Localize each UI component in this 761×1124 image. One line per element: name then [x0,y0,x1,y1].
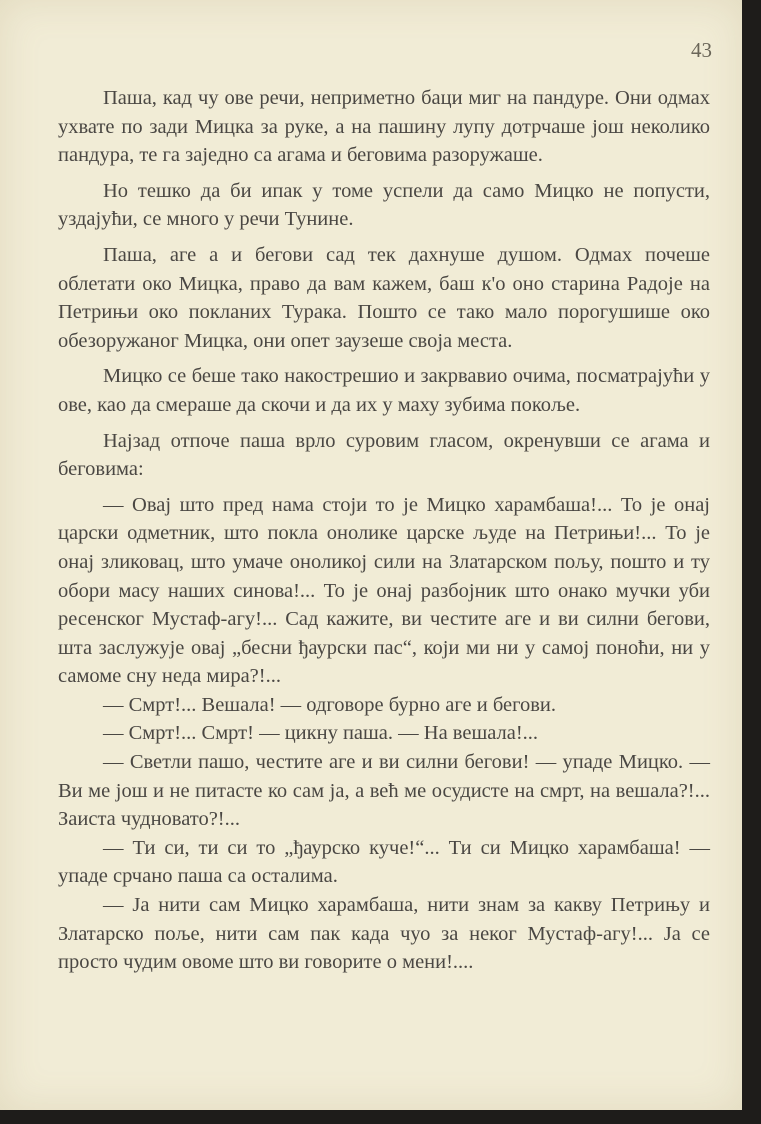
dialogue-line: — Светли пашо, честите аге и ви силни бегови! — упаде Мицко. — Ви ме још и не питасте ко сам ја, а већ ме осудисте на смрт, на вешала?!... Заиста чудновато?!... [58,751,710,831]
paragraph: Најзад отпоче паша врло суровим гласом, окренувши се агама и беговима: [58,429,710,481]
paragraph: Но тешко да би ипак у томе успели да само Мицко не попусти, уздајући, се много у речи Тунине. [58,179,710,231]
dialogue-line: — Смрт!... Вешала! — одговоре бурно аге и бегови. [103,693,557,716]
dialogue-line: — Ја нити сам Мицко харамбаша, нити знам за какву Петрињу и Златарско поље, нити сам пак када чуо за неког Мустаф-агу!... Ја се просто чудим овоме што ви говорите о мени!.... [58,894,710,974]
dialogue-line: — Смрт!... Смрт! — цикну паша. — На вешала!... [103,722,539,745]
paragraph: Паша, кад чу ове речи, неприметно баци миг на пандуре. Они одмах ухвате по зади Мицка за руке, а на пашину лупу дотрчаше још неколико пандура, те га заједно са агама и беговима разоружаше. [58,87,710,167]
dialogue-line: — Ти си, ти си то „ђаурско куче!“... Ти си Мицко харамбаша! — упаде срчано паша са осталима. [58,836,710,888]
page-text [58,84,710,977]
dialogue-line: — Овај што пред нама стоји то је Мицко харамбаша!... То је онај царски одметник, што покла онолике царске људе на Петрињи!... То је онај зликовац, што умаче оноликој сили на Златарском пољу, пошто и ту обори масу наших синова!... То је онај разбојник што онако мучки уби ресенског Мустаф-агу!... Сад кажите, ви честите аге и ви силни бегови, шта заслужује овај „бесни ђаурски пас“, који ми ни у самој поноћи, ни у самоме сну неда мира?!... [58,493,710,688]
page-number: 43 [691,38,712,62]
paragraph: Паша, аге а и бегови сад тек дахнуше душом. Одмах почеше облетати око Мицка, право да вам кажем, баш к'о оно старина Радоје на Петрињи око покланих Турака. Пошто се тако мало порогушише око обезоружаног Мицка, они опет заузеше своја места. [58,243,710,352]
paragraph: Мицко се беше тако накострешио и закрвавио очима, посматрајући у ове, као да смераше да скочи и да их у маху зубима покоље. [58,365,710,416]
